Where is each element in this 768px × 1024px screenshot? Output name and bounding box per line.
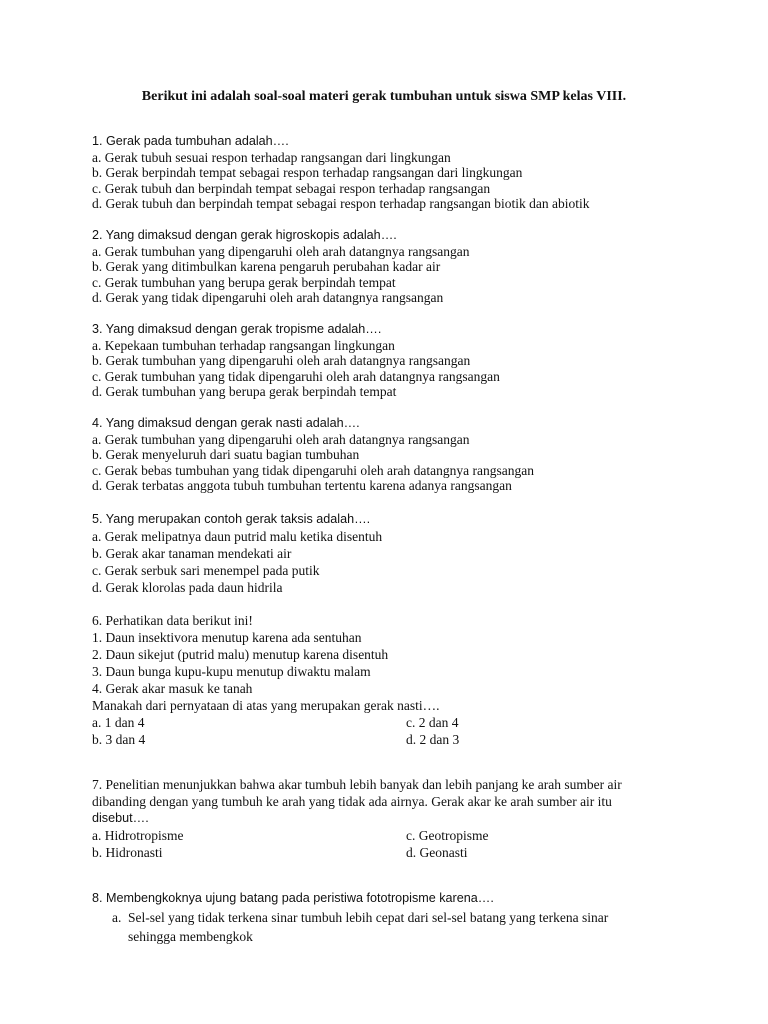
option-c: c. 2 dan 4: [406, 714, 459, 730]
option-a: a. Gerak tumbuhan yang dipengaruhi oleh arah datangnya rangsangan: [92, 431, 470, 447]
option-row: [92, 714, 712, 731]
option-a: a. 1 dan 4: [92, 714, 145, 730]
option-b: b. Gerak yang ditimbulkan karena pengaruh perubahan kadar air: [92, 259, 441, 275]
option-text: [128, 908, 688, 946]
option-d: d. Gerak klorolas pada daun hidrila: [92, 579, 283, 595]
question-text: 4. Yang dimaksud dengan gerak nasti adalah….: [92, 415, 360, 430]
option-b: b. Gerak akar tanaman mendekati air: [92, 545, 292, 561]
option-c: c. Gerak bebas tumbuhan yang tidak dipengaruhi oleh arah datangnya rangsangan: [92, 462, 534, 478]
data-item-3: 3. Daun bunga kupu-kupu menutup diwaktu malam: [92, 663, 371, 679]
option-text-line-2: sehingga membengkok: [128, 928, 253, 944]
option-c: c. Gerak tumbuhan yang tidak dipengaruhi oleh arah datangnya rangsangan: [92, 368, 500, 384]
question-text: 3. Yang dimaksud dengan gerak tropisme adalah….: [92, 321, 382, 336]
question-3: [92, 322, 712, 400]
option-a: a. Gerak melipatnya daun putrid malu ketika disentuh: [92, 528, 383, 544]
question-text: 2. Yang dimaksud dengan gerak higroskopis adalah….: [92, 227, 397, 242]
question-text-line: disebut….: [92, 810, 149, 825]
question-5: [92, 510, 712, 596]
option-a: a. Gerak tubuh sesuai respon terhadap rangsangan dari lingkungan: [92, 149, 451, 165]
option-label: a.: [112, 909, 122, 925]
question-intro: 6. Perhatikan data berikut ini!: [92, 612, 253, 628]
option-row: [92, 844, 712, 861]
option-text-line-1: Sel-sel yang tidak terkena sinar tumbuh lebih cepat dari sel-sel batang yang terkena sinar: [128, 909, 609, 925]
question-list: [92, 134, 712, 946]
option-d: d. Gerak terbatas anggota tubuh tumbuhan tertentu karena adanya rangsangan: [92, 478, 512, 494]
question-text-line: dibanding dengan yang tumbuh ke arah yang tidak ada airnya. Gerak akar ke arah sumber air itu: [92, 793, 612, 809]
data-item-2: 2. Daun sikejut (putrid malu) menutup karena disentuh: [92, 646, 389, 662]
question-text: 5. Yang merupakan contoh gerak taksis adalah….: [92, 511, 371, 526]
question-6: [92, 612, 712, 748]
question-text-line: 7. Penelitian menunjukkan bahwa akar tumbuh lebih banyak dan lebih panjang ke arah sumber air: [92, 776, 622, 792]
option-b: b. Gerak tumbuhan yang dipengaruhi oleh arah datangnya rangsangan: [92, 353, 471, 369]
option-d: d. Geonasti: [406, 844, 468, 860]
option-a: a. Hidrotropisme: [92, 827, 184, 843]
option-d: d. 2 dan 3: [406, 731, 460, 747]
question-4: [92, 416, 712, 494]
option-c: c. Gerak tubuh dan berpindah tempat sebagai respon terhadap rangsangan: [92, 180, 491, 196]
data-item-1: 1. Daun insektivora menutup karena ada sentuhan: [92, 629, 362, 645]
option-c: c. Gerak serbuk sari menempel pada putik: [92, 562, 320, 578]
question-2: [92, 228, 712, 306]
data-item-4: 4. Gerak akar masuk ke tanah: [92, 680, 253, 696]
option-b: b. Gerak berpindah tempat sebagai respon terhadap rangsangan dari lingkungan: [92, 165, 523, 181]
option-c: c. Gerak tumbuhan yang berupa gerak berpindah tempat: [92, 274, 396, 290]
question-1: [92, 134, 712, 212]
option-d: d. Gerak tubuh dan berpindah tempat sebagai respon terhadap rangsangan biotik dan abiotik: [92, 196, 590, 212]
option-b: b. Hidronasti: [92, 844, 163, 860]
question-text: 1. Gerak pada tumbuhan adalah….: [92, 134, 289, 148]
option-a: a. Kepekaan tumbuhan terhadap rangsangan lingkungan: [92, 337, 395, 353]
option-row: [92, 827, 712, 844]
option-d: d. Gerak tumbuhan yang berupa gerak berpindah tempat: [92, 384, 397, 400]
option-c: c. Geotropisme: [406, 827, 489, 843]
option-b: b. 3 dan 4: [92, 731, 146, 747]
option-a: [92, 908, 712, 946]
page-title: Berikut ini adalah soal-soal materi gerak tumbuhan untuk siswa SMP kelas VIII.: [141, 89, 627, 104]
question-8: [92, 889, 712, 946]
option-row: [92, 731, 712, 748]
option-d: d. Gerak yang tidak dipengaruhi oleh arah datangnya rangsangan: [92, 290, 444, 306]
option-a: a. Gerak tumbuhan yang dipengaruhi oleh arah datangnya rangsangan: [92, 243, 470, 259]
question-text: Manakah dari pernyataan di atas yang merupakan gerak nasti….: [92, 697, 440, 713]
question-text: 8. Membengkoknya ujung batang pada peristiwa fototropisme karena….: [92, 890, 494, 905]
option-b: b. Gerak menyeluruh dari suatu bagian tumbuhan: [92, 447, 360, 463]
question-7: [92, 776, 712, 861]
